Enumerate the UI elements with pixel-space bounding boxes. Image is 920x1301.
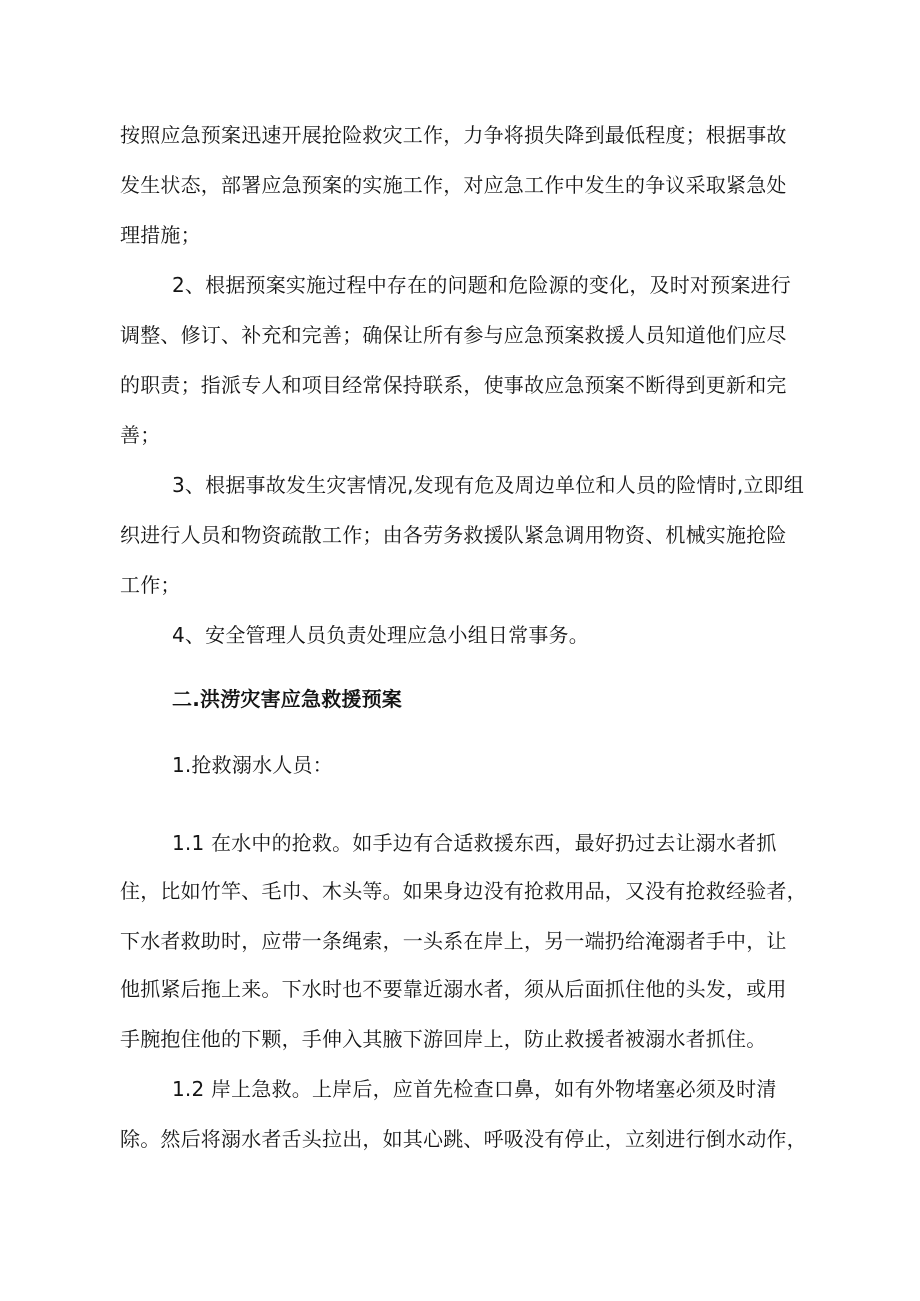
section-heading: 二.洪涝灾害应急救援预案 (172, 687, 402, 711)
paragraph-line: 3、根据事故发生灾害情况,发现有危及周边单位和人员的险情时,立即组 (172, 473, 805, 497)
paragraph-line: 发生状态，部署应急预案的实施工作，对应急工作中发生的争议采取紧急处 (120, 173, 787, 197)
paragraph-line: 1.2 岸上急救。上岸后，应首先检查口鼻，如有外物堵塞必须及时清 (172, 1077, 777, 1101)
paragraph-line: 手腕抱住他的下颗，手伸入其腋下游回岸上，防止救援者被溺水者抓住。 (120, 1027, 767, 1051)
paragraph-line: 4、安全管理人员负责处理应急小组日常事务。 (172, 623, 589, 647)
paragraph-line: 调整、修订、补充和完善；确保让所有参与应急预案救援人员知道他们应尽 (120, 323, 787, 347)
subsection-heading: 1.抢救溺水人员： (172, 753, 333, 777)
paragraph-line: 工作； (120, 573, 181, 597)
paragraph-line: 按照应急预案迅速开展抢险救灾工作，力争将损失降到最低程度；根据事故 (120, 123, 787, 147)
paragraph-line: 理措施； (120, 223, 201, 247)
paragraph-line: 下水者救助时，应带一条绳索，一头系在岸上，另一端扔给淹溺者手中，让 (120, 929, 787, 953)
paragraph-line: 他抓紧后拖上来。下水时也不要靠近溺水者，须从后面抓住他的头发，或用 (120, 977, 787, 1001)
paragraph-line: 2、根据预案实施过程中存在的问题和危险源的变化，及时对预案进行 (172, 273, 791, 297)
paragraph-line: 除。然后将溺水者舌头拉出，如其心跳、呼吸没有停止，立刻进行倒水动作， (120, 1127, 807, 1151)
paragraph-line: 的职责；指派专人和项目经常保持联系，使事故应急预案不断得到更新和完 (120, 373, 787, 397)
paragraph-line: 住，比如竹竿、毛巾、木头等。如果身边没有抢救用品，又没有抢救经验者， (120, 879, 807, 903)
paragraph-line: 织进行人员和物资疏散工作；由各劳务救援队紧急调用物资、机械实施抢险 (120, 523, 787, 547)
paragraph-line: 善； (120, 423, 161, 447)
paragraph-line: 1.1 在水中的抢救。如手边有合适救援东西，最好扔过去让溺水者抓 (172, 831, 777, 855)
